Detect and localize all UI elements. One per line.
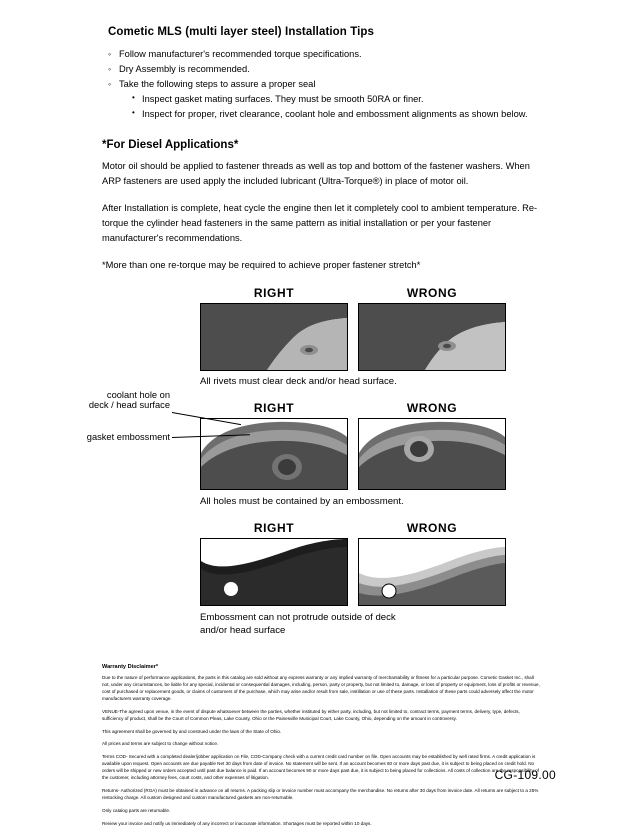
figure-image-right-rivets xyxy=(200,303,348,371)
warranty-paragraph: VENUE-The agreed upon venue, in the event of dispute whatsoever between the parties, whether instituted by either party, including, but not limited to, contract terms, payment terms, delivery, type, defects, sufficiency of product, shall be the Court of Common Pleas, Lake County, Ohio or the Painesville Municipal Court, Lake County, Ohio, depending on the amount in controversy. xyxy=(102,708,520,721)
figure-image-right-embossment xyxy=(200,538,348,606)
figure-caption-embossment-line1: Embossment can not protrude outside of deck xyxy=(200,612,396,624)
figure-label-right: RIGHT xyxy=(253,521,295,536)
figure-wrong-holes xyxy=(358,401,506,490)
figure-caption-embossment xyxy=(200,612,578,638)
installation-tips-list xyxy=(108,47,578,122)
list-item: • Inspect for proper, rivet clearance, coolant hole and embossment alignments as shown below. xyxy=(132,107,578,122)
figure-image-right-holes xyxy=(200,418,348,490)
warranty-paragraph: Review your invoice and notify us immediately of any incorrect or inaccurate information. Shortages must be reported within 10 days. xyxy=(102,820,372,826)
warranty-paragraph: Due to the nature of performance applications, the parts in this catalog are sold without any express warranty or any implied warranty of merchantability or fitness for a particular purpose. Cometic Gasket Inc., shall not, under any circumstances, be liable for any special, incidental or consequential damages, including, person, party or property, but not limited to, damage, or loss of property or equipment, loss of profits or revenue, cost of purchased or replacement goods, or claims of customers of the purchase, which may arise and/or result from sale, instillation or use of these parts. Installation of these parts could adversely affect the motor manufacturers warranty coverage. xyxy=(102,675,540,701)
warranty-paragraph: Only catalog parts are returnable. xyxy=(102,807,171,813)
retorque-note: *More than one re-torque may be required to achieve proper fastener stretch* xyxy=(102,260,421,271)
callout-coolant-hole-line2: deck / head surface xyxy=(88,400,170,411)
list-item xyxy=(108,77,578,122)
figure-label-wrong: WRONG xyxy=(406,521,458,536)
figure-right-rivets xyxy=(200,286,348,371)
list-item-label: Take the following steps to assure a proper seal xyxy=(119,79,316,90)
figure-right-embossment xyxy=(200,521,348,606)
figure-wrong-embossment xyxy=(358,521,506,606)
figure-label-right: RIGHT xyxy=(253,401,295,416)
warranty-paragraph: All prices and terms are subject to change without notice. xyxy=(102,741,219,747)
warranty-paragraph: Terms COD- Secured with a completed dealer/jobber application on File, COD-Company check with a current credit card number on file. Open accounts may be established by well rated firms. A credit application is available upon request. Open accounts are due payable Net 30 days from date of invoice. No statement will be sent. If an account becomes 60 or more days past due, it is subject to being placed on credit hold. No orders will be shipped or new orders accepted until past due balance is paid. If an account becomes 90 or more days past due, it is subject to being placed for collections. All costs of collection are the responsibility of the customer, including attorney fees, court costs, and other expenses of litigation. xyxy=(102,754,539,781)
installation-sub-list xyxy=(119,92,578,122)
figure-image-wrong-rivets xyxy=(358,303,506,371)
warranty-paragraph: Returns- Authorized (RGA) must be obtained in advance on all returns. A packing slip or invoice number must accompany the merchandise. No returns after 30 days from invoice date. All returns are subject to a 25% restocking charge. All custom designed and custom manufactured gaskets are non-returnable. xyxy=(102,787,539,800)
figure-wrong-rivets xyxy=(358,286,506,371)
figure-label-right: RIGHT xyxy=(253,286,295,301)
figure-row-rivets xyxy=(200,286,578,371)
document-number: CG-109.00 xyxy=(494,768,556,782)
list-item: • Inspect gasket mating surfaces. They must be smooth 50RA or finer. xyxy=(132,92,578,107)
warranty-paragraph: This agreement shall be governed by and construed under the laws of the State of Ohio. xyxy=(102,728,282,734)
diesel-section-heading: *For Diesel Applications* xyxy=(102,139,239,152)
figure-right-holes xyxy=(200,401,348,490)
figure-image-wrong-embossment xyxy=(358,538,506,606)
figure-caption-embossment-line2: and/or head surface xyxy=(200,625,286,637)
callout-gasket-embossment: gasket embossment xyxy=(86,432,170,443)
figure-row-embossment xyxy=(200,521,578,606)
list-item: ◦ Follow manufacturer's recommended torque specifications. xyxy=(108,47,578,62)
list-item: ◦ Dry Assembly is recommended. xyxy=(108,62,578,77)
callout-coolant-hole xyxy=(18,390,170,410)
figure-row-holes xyxy=(200,401,578,490)
figure-caption-rivets: All rivets must clear deck and/or head surface. xyxy=(200,376,397,388)
diesel-paragraph-2: After Installation is complete, heat cycle the engine then let it completely cool to ambient temperature. Re-torque the cylinder head fasteners in the same pattern as initial installation or per your fastener manufacturer's recommendations. xyxy=(102,203,538,244)
callout-coolant-hole-line1: coolant hole on xyxy=(106,390,170,401)
figure-group xyxy=(40,286,578,638)
figure-label-wrong: WRONG xyxy=(406,286,458,301)
diesel-paragraph-1: Motor oil should be applied to fastener threads as well as top and bottom of the fastener washers. When ARP fasteners are used apply the included lubricant (Ultra-Torque®) in place of motor oil. xyxy=(102,161,530,187)
figure-label-wrong: WRONG xyxy=(406,401,458,416)
warranty-heading: Warranty Disclaimer* xyxy=(102,664,159,671)
warranty-disclaimer xyxy=(102,664,540,827)
page-title: Cometic MLS (multi layer steel) Installation Tips xyxy=(108,26,375,38)
figure-image-wrong-holes xyxy=(358,418,506,490)
figure-caption-holes: All holes must be contained by an embossment. xyxy=(200,496,404,508)
